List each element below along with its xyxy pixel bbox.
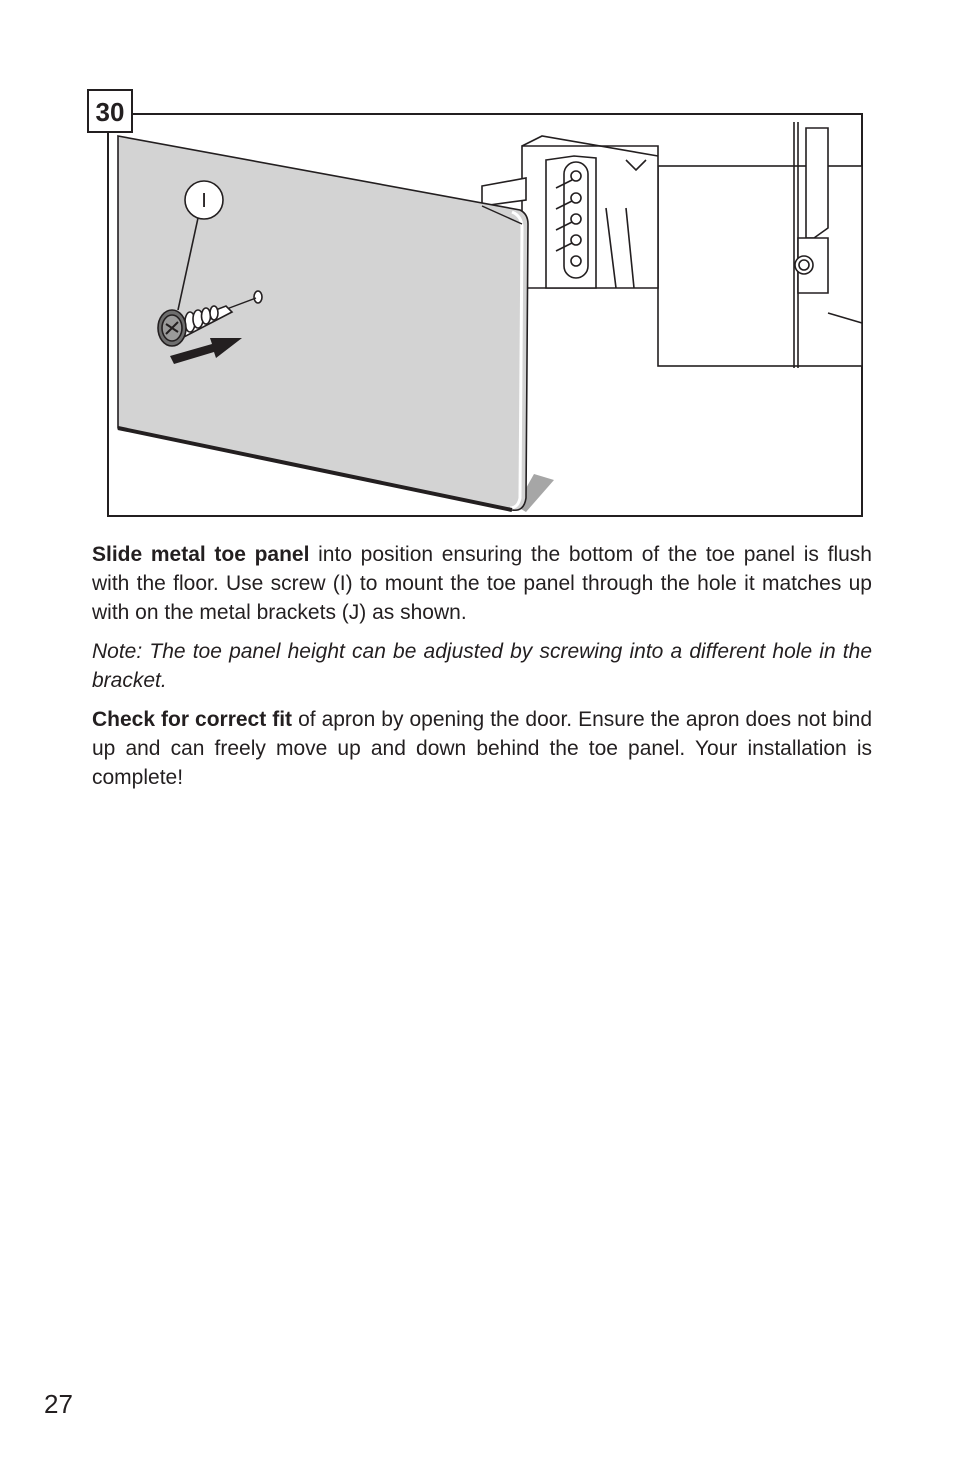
- instruction-heading: Check for correct fit: [92, 708, 293, 731]
- cabinet-side: [658, 122, 862, 368]
- instructions: [92, 540, 872, 802]
- instruction-heading: Slide metal toe panel: [92, 543, 310, 566]
- instruction-paragraph-check: [92, 705, 872, 792]
- callout-label: I: [201, 190, 207, 212]
- step-number: 30: [95, 97, 125, 127]
- instruction-paragraph-slide: [92, 540, 872, 627]
- panel-hole: [254, 291, 262, 303]
- instruction-text: of apron by opening the door. Ensure the apron does not bind up and can freely move up and down behind the toe panel. Your installation is complete!: [92, 708, 872, 789]
- instruction-note: Note: The toe panel height can be adjusted by screwing into a different hole in the bracket.: [92, 640, 872, 692]
- instruction-text: into position ensuring the bottom of the toe panel is flush with the floor. Use screw (I) to mount the toe panel through the hole it matches up with on the metal brackets (J) as shown.: [92, 543, 872, 624]
- page-number: 27: [44, 1389, 73, 1419]
- installation-figure: [86, 88, 866, 520]
